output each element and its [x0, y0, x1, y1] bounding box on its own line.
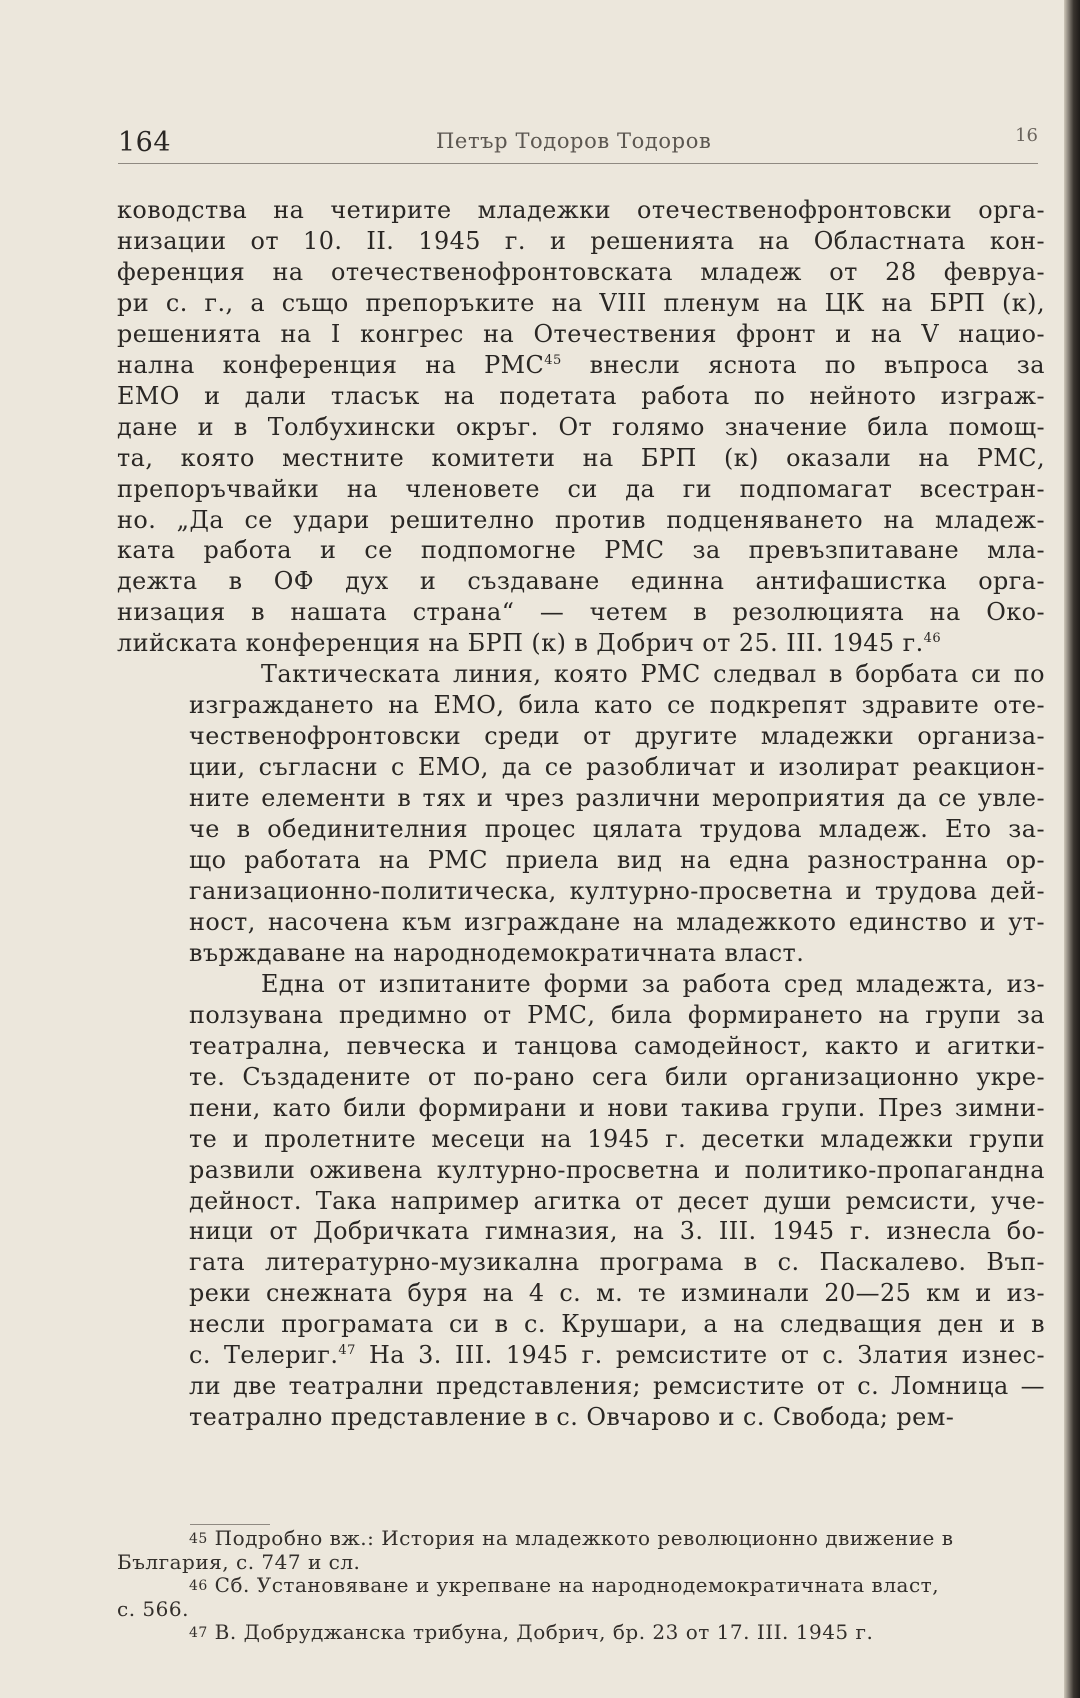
- text-line: [117, 969, 1045, 1000]
- line-text: изграждането на ЕМО, била като се подкрепят здравите оте-: [189, 691, 1045, 720]
- line-text: ката работа и се подпомогне РМС за превъзпитаване мла-: [117, 536, 1045, 565]
- footnote-reference[interactable]: 45: [544, 352, 562, 368]
- text-line: [117, 474, 1045, 505]
- text-line: [117, 1402, 1045, 1433]
- text-line: [117, 1062, 1045, 1093]
- page-number: 164: [118, 127, 172, 158]
- line-text: та, която местните комитети на БРП (к) оказали на РМС,: [117, 443, 1045, 472]
- footnote-text: В. Добруджанска трибуна, Добрич, бр. 23 от 17. III. 1945 г.: [207, 1620, 874, 1644]
- text-line: [117, 226, 1045, 257]
- text-line: [117, 288, 1045, 319]
- line-text: низация в нашата страна“ — четем в резолюцията на Око-: [117, 598, 1045, 627]
- line-text-continued: внесли яснота по въпроса за: [561, 350, 1045, 379]
- footnote-text: с. 566.: [117, 1597, 189, 1621]
- text-line: [117, 876, 1045, 907]
- text-line: [117, 1278, 1045, 1309]
- text-line: [117, 1216, 1045, 1247]
- line-text: ференция на отечественофронтовската младеж от 28 февруа-: [117, 257, 1045, 286]
- line-text: ции, съгласни с ЕМО, да се разобличат и изолират реакцион-: [189, 753, 1045, 782]
- text-line: [117, 938, 1045, 969]
- text-line: [117, 1031, 1045, 1062]
- text-line: [117, 783, 1045, 814]
- text-line: [117, 1155, 1045, 1186]
- text-line: [117, 505, 1045, 536]
- line-text: ните елементи в тях и чрез различни мероприятия да се увле-: [189, 784, 1045, 813]
- text-line: [117, 1000, 1045, 1031]
- footnote-text: Подробно вж.: История на младежкото революционно движение в: [207, 1526, 954, 1550]
- line-text: но. „Да се удари решително против подценяването на младеж-: [117, 505, 1045, 534]
- line-text: ганизационно-политическа, културно-просветна и трудова дей-: [189, 876, 1045, 905]
- text-line: [117, 535, 1045, 566]
- text-line: [117, 721, 1045, 752]
- line-text: гата литературно-музикална програма в с. Паскалево. Въп-: [189, 1248, 1045, 1277]
- text-line: [117, 412, 1045, 443]
- text-line: [117, 1309, 1045, 1340]
- footnotes: [117, 1527, 1045, 1645]
- running-title: Петър Тодоров Тодоров: [436, 129, 712, 153]
- page-header: [118, 125, 1038, 165]
- text-line: [117, 845, 1045, 876]
- signature-mark: 16: [1015, 125, 1038, 146]
- line-text: дейност. Така например агитка от десет души ремсисти, уче-: [189, 1186, 1045, 1215]
- footnote-text: България, с. 747 и сл.: [117, 1550, 361, 1574]
- line-text: Една от изпитаните форми за работа сред младежта, из-: [261, 969, 1045, 998]
- line-text: дежта в ОФ дух и създаване единна антифашистка орга-: [117, 567, 1045, 596]
- line-text: ници от Добричката гимназия, на 3. III. 1945 г. изнесла бо-: [189, 1217, 1045, 1246]
- paragraph: [117, 659, 1045, 969]
- line-text: те. Създадените от по-рано сега били организационно укре-: [189, 1062, 1045, 1091]
- text-line: [117, 195, 1045, 226]
- line-text: нална конференция на РМС: [117, 350, 545, 379]
- line-text: Тактическата линия, която РМС следвал в борбата си по: [261, 660, 1045, 689]
- footnote-line: [117, 1621, 1045, 1645]
- line-text: що работата на РМС приела вид на една разностранна ор-: [189, 846, 1045, 875]
- footnote-line: [117, 1527, 1045, 1551]
- line-text: ползувана предимно от РМС, била формирането на групи за: [189, 1000, 1045, 1029]
- line-text: театрално представление в с. Овчарово и с. Свобода; рем-: [189, 1403, 955, 1432]
- footnote-number: 46: [189, 1578, 208, 1594]
- line-text: ри с. г., а също препоръките на VIII пленум на ЦК на БРП (к),: [117, 288, 1045, 317]
- line-text: решенията на I конгрес на Отечествения фронт и на V нацио-: [117, 319, 1045, 348]
- footnote-reference[interactable]: 46: [923, 631, 942, 647]
- text-line: [117, 659, 1045, 690]
- text-line: [117, 257, 1045, 288]
- footnote-text: Сб. Установяване и укрепване на народнодемократичната власт,: [207, 1573, 940, 1597]
- text-line: [117, 907, 1045, 938]
- text-line: [117, 319, 1045, 350]
- line-text: реки снежната буря на 4 с. м. те изминали 20—25 км и из-: [189, 1279, 1045, 1308]
- line-text: върждаване на народнодемократичната власт.: [189, 938, 805, 967]
- line-text: пени, като били формирани и нови такива групи. През зимни-: [189, 1093, 1045, 1122]
- text-line: [117, 1340, 1045, 1371]
- text-line: [117, 566, 1045, 597]
- paragraph: [117, 195, 1045, 659]
- line-text: ЕМО и дали тласък на подетата работа по нейното изграж-: [117, 381, 1045, 410]
- line-text: ност, насочена към изграждане на младежкото единство и ут-: [189, 907, 1045, 936]
- line-text: те и пролетните месеци на 1945 г. десетки младежки групи: [189, 1124, 1045, 1153]
- line-text: развили оживена културно-просветна и политико-пропагандна: [189, 1155, 1045, 1184]
- footnote-line: [117, 1574, 1045, 1598]
- text-line: [117, 814, 1045, 845]
- line-text: че в обединителния процес цялата трудова младеж. Ето за-: [189, 815, 1045, 844]
- line-text: с. Телериг.: [189, 1341, 339, 1370]
- text-line: [117, 1371, 1045, 1402]
- line-text: лийската конференция на БРП (к) в Добрич от 25. III. 1945 г.: [117, 629, 924, 658]
- text-line: [117, 443, 1045, 474]
- text-line: [117, 1247, 1045, 1278]
- text-line: [117, 381, 1045, 412]
- text-line: [117, 350, 1045, 381]
- line-text: ли две театрални представления; ремсистите от с. Ломница —: [189, 1372, 1045, 1401]
- footnote-reference[interactable]: 47: [338, 1343, 356, 1359]
- line-text: ководства на четирите младежки отечественофронтовски орга-: [117, 196, 1045, 224]
- footnote-number: 47: [189, 1625, 208, 1641]
- paragraph: [117, 969, 1045, 1433]
- text-line: [117, 1186, 1045, 1217]
- text-line: [117, 628, 1045, 659]
- footnote-rule: [190, 1524, 270, 1525]
- body-text: [117, 195, 1045, 1433]
- line-text: чественофронтовски среди от другите младежки организа-: [189, 722, 1045, 751]
- text-line: [117, 690, 1045, 721]
- line-text: театрална, певческа и танцова самодейност, както и агитки-: [189, 1031, 1045, 1060]
- footnote-number: 45: [189, 1531, 208, 1547]
- line-text: препоръчвайки на членовете си да ги подпомагат всестран-: [117, 474, 1045, 503]
- text-line: [117, 1093, 1045, 1124]
- line-text: несли програмата си в с. Крушари, а на следващия ден и в: [189, 1310, 1045, 1339]
- text-line: [117, 597, 1045, 628]
- header-rule: [118, 163, 1038, 164]
- book-spine-edge: [1064, 0, 1080, 1698]
- footnote-line: [117, 1598, 1045, 1621]
- line-text-continued: На 3. III. 1945 г. ремсистите от с. Златия изнес-: [355, 1341, 1046, 1370]
- text-line: [117, 1124, 1045, 1155]
- line-text: дане и в Толбухински окръг. От голямо значение била помощ-: [117, 412, 1045, 441]
- text-line: [117, 752, 1045, 783]
- line-text: низации от 10. II. 1945 г. и решенията на Областната кон-: [117, 226, 1045, 255]
- footnote-line: [117, 1551, 1045, 1574]
